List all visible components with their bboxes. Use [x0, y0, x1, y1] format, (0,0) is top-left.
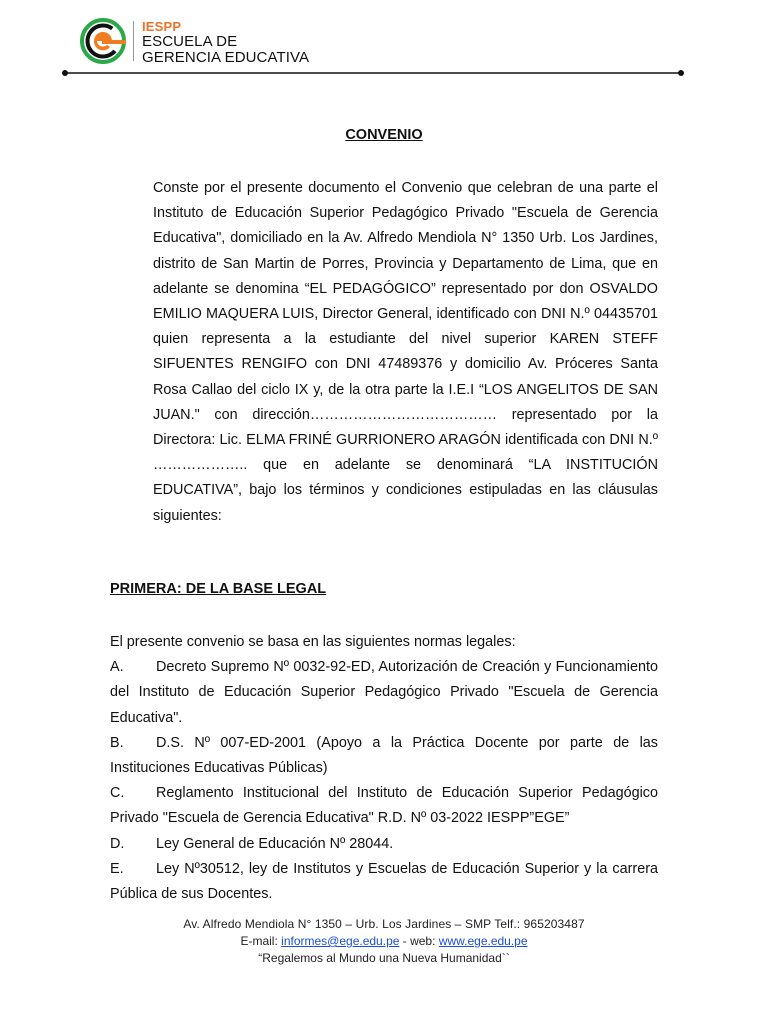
email-link[interactable]: informes@ege.edu.pe	[281, 934, 400, 948]
list-item: E. Ley Nº30512, ley de Institutos y Escuelas de Educación Superior y la carrera Pública de sus Docentes.	[110, 860, 658, 903]
web-label: - web:	[402, 934, 436, 948]
footer-address: Av. Alfredo Mendiola N° 1350 – Urb. Los Jardines – SMP Telf.: 965203487	[183, 917, 585, 929]
web-link[interactable]: www.ege.edu.pe	[438, 934, 528, 948]
email-label: E-mail:	[240, 934, 278, 948]
letterhead	[80, 18, 380, 64]
header-rule	[62, 70, 684, 76]
list-item: D. Ley General de Educación Nº 28044.	[110, 835, 394, 852]
intro-paragraph: Conste por el presente documento el Convenio que celebran de una parte el Instituto de Educación Superior Pedagógico Privado "Escuela de Gerencia Educativa", domiciliado en la Av. Alfredo Mendiola N° 1350 Urb. Los Jardines, distrito de San Martin de Porres, Provincia y Departamento de Lima, que en adelante se denomina “EL PEDAGÓGICO” representado por don OSVALDO EMILIO MAQUERA LUIS, Director General, identificado con DNI N.º 04435701 quien representa a la estudiante del nivel superior KAREN STEFF SIFUENTES RENGIFO con DNI 47489376 y domicilio Av. Próceres Santa Rosa Callao del ciclo IX y, de la otra parte la I.E.I “LOS ANGELITOS DE SAN JUAN." con dirección………………………………… representado por la Directora: Lic. ELMA FRINÉ GURRIONERO ARAGÓN identificada con DNI N.º ……………….. que en adelante se denominará “LA INSTITUCIÓN EDUCATIVA”, bajo los términos y condiciones estipuladas en las cláusulas siguientes:	[153, 180, 658, 524]
section-intro: El presente convenio se basa en las siguientes normas legales:	[110, 634, 516, 650]
section-body	[110, 630, 658, 907]
logo-brand: IESPP	[142, 19, 182, 34]
logo-text	[142, 20, 309, 65]
document-title: CONVENIO	[345, 127, 423, 143]
list-item: C. Reglamento Institucional del Instituto de Educación Superior Pedagógico Privado "Escuela de Gerencia Educativa" R.D. Nº 03-2022 IESPP”EGE”	[110, 785, 658, 827]
logo-name-line2: GERENCIA EDUCATIVA	[142, 49, 310, 66]
section-heading: PRIMERA: DE LA BASE LEGAL	[110, 581, 327, 597]
footer-motto: “Regalemos al Mundo una Nueva Humanidad``	[258, 951, 510, 965]
logo-divider	[133, 21, 134, 61]
footer-contact	[0, 934, 768, 948]
list-item: A. Decreto Supremo Nº 0032-92-ED, Autorización de Creación y Funcionamiento del Instituto de Educación Superior Pedagógico Privado "Escuela de Gerencia Educativa".	[110, 659, 658, 726]
list-item: B. D.S. Nº 007-ED-2001 (Apoyo a la Práctica Docente por parte de las Instituciones Educativas Públicas)	[110, 734, 658, 777]
ege-logo-icon	[80, 18, 128, 64]
logo-name-line1: ESCUELA DE	[142, 33, 238, 50]
